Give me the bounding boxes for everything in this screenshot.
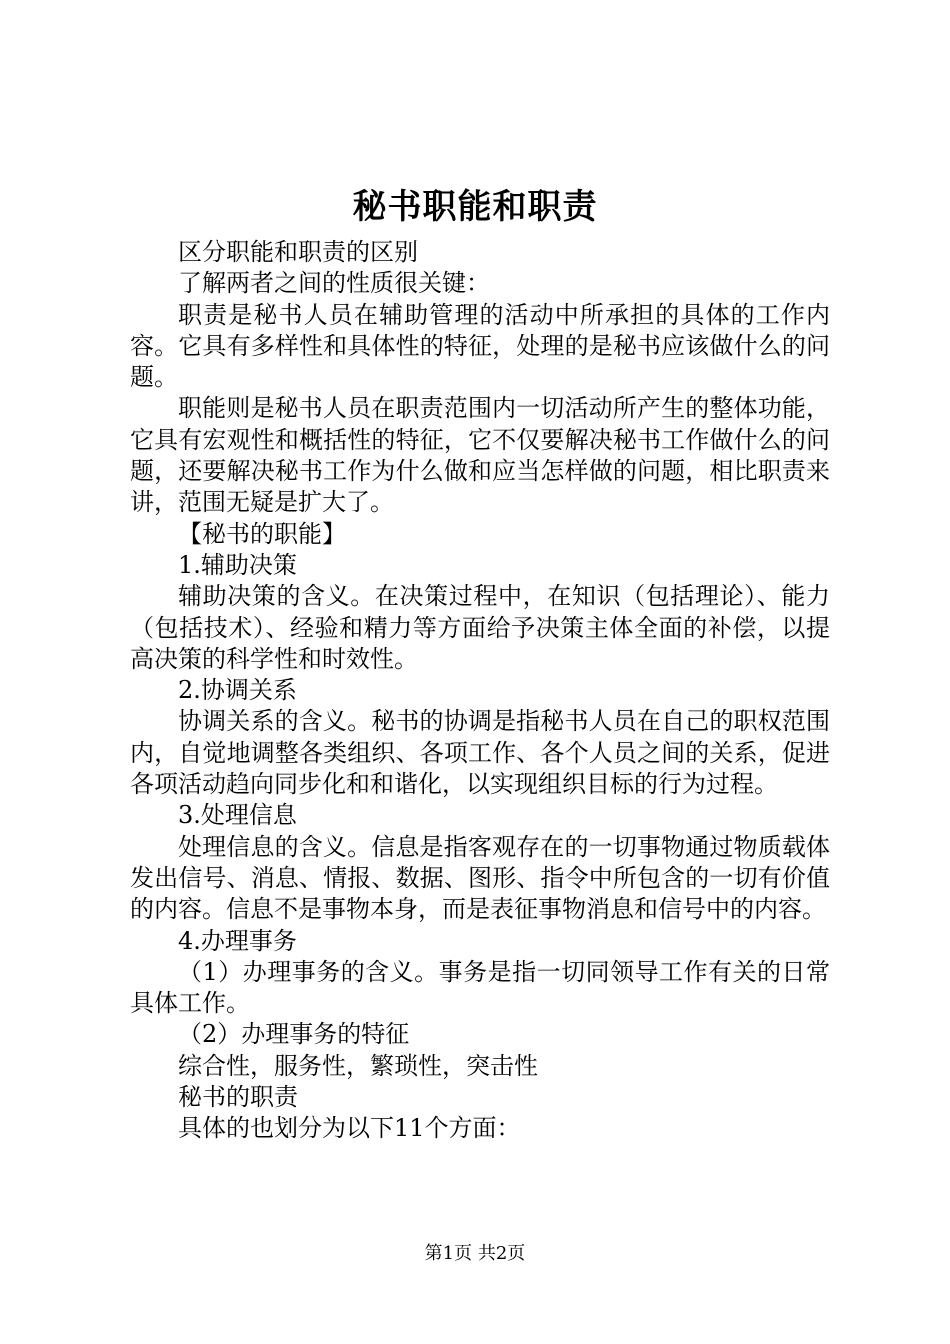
paragraph: 处理信息的含义。信息是指客观存在的一切事物通过物质载体发出信号、消息、情报、数据、图形、指令中所包含的一切有价值的内容。信息不是事物本身，而是表征事物消息和信号中的内容。 [130,832,830,924]
paragraph: 职能则是秘书人员在职责范围内一切活动所产生的整体功能，它具有宏观性和概括性的特征，它不仅要解决秘书工作做什么的问题，还要解决秘书工作为什么做和应当怎样做的问题，相比职责来讲，范围无疑是扩大了。 [130,394,830,517]
section-heading: 【秘书的职能】 [178,519,346,548]
paragraph: 具体的也划分为以下11个方面： [178,1114,521,1143]
subheading: 4.办理事务 [178,926,297,955]
section-heading: 秘书的职责 [178,1083,298,1112]
paragraph: 职责是秘书人员在辅助管理的活动中所承担的具体的工作内容。它具有多样性和具体性的特征，处理的是秘书应该做什么的问题。 [130,300,830,392]
document-title: 秘书职能和职责 [352,187,598,227]
subheading: 2.协调关系 [178,676,297,705]
subheading: 1.辅助决策 [178,550,297,579]
paragraph: （1）办理事务的含义。事务是指一切同领导工作有关的日常具体工作。 [130,957,830,1018]
paragraph: 区分职能和职责的区别 [178,238,418,266]
paragraph: 了解两者之间的性质很关键： [178,269,490,298]
document-body [130,237,830,1145]
page-footer: 第1页 共2页 [424,1243,526,1264]
paragraph: 协调关系的含义。秘书的协调是指秘书人员在自己的职权范围内，自觉地调整各类组织、各项工作、各个人员之间的关系，促进各项活动趋向同步化和和谐化，以实现组织目标的行为过程。 [130,707,830,799]
paragraph: （2）办理事务的特征 [178,1020,410,1049]
subheading: 3.处理信息 [178,801,297,830]
paragraph: 综合性，服务性，繁琐性，突击性 [178,1051,538,1080]
paragraph: 辅助决策的含义。在决策过程中，在知识（包括理论）、能力（包括技术）、经验和精力等方面给予决策主体全面的补偿，以提高决策的科学性和时效性。 [130,582,830,673]
